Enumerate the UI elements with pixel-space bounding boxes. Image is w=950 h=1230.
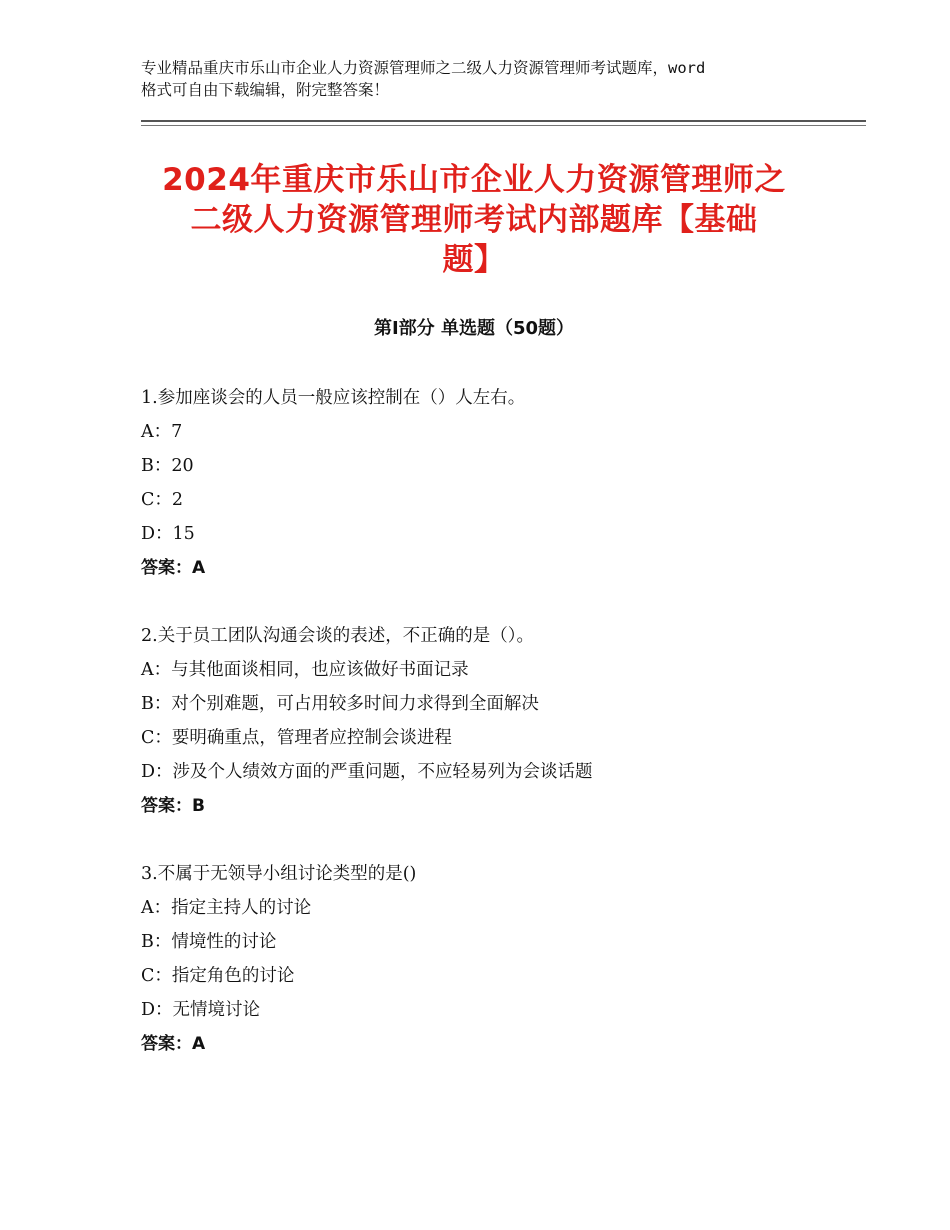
answer: 答案：A	[141, 558, 206, 578]
question-1	[141, 381, 841, 585]
header-divider-thick	[141, 120, 866, 122]
option-c: C：2	[141, 490, 184, 510]
option-b: B：对个别难题，可占用较多时间力求得到全面解决	[141, 694, 539, 714]
document-title-line-3: 题】	[442, 242, 506, 278]
header-divider-thin	[141, 125, 866, 126]
question-2	[141, 619, 841, 823]
option-c: C：要明确重点，管理者应控制会谈进程	[141, 728, 452, 748]
document-title	[141, 160, 807, 280]
question-list	[141, 381, 841, 1095]
answer: 答案：A	[141, 1034, 206, 1054]
document-title-line-2: 二级人力资源管理师考试内部题库【基础	[190, 202, 758, 238]
question-stem: 3.不属于无领导小组讨论类型的是()	[141, 864, 417, 884]
option-b: B：情境性的讨论	[141, 932, 277, 952]
question-stem: 1.参加座谈会的人员一般应该控制在（）人左右。	[141, 388, 526, 408]
answer: 答案：B	[141, 796, 205, 816]
option-a: A：指定主持人的讨论	[141, 898, 312, 918]
question-stem: 2.关于员工团队沟通会谈的表述，不正确的是（）。	[141, 626, 534, 646]
option-b: B：20	[141, 456, 194, 476]
option-a: A：7	[141, 422, 183, 442]
option-a: A：与其他面谈相同，也应该做好书面记录	[141, 660, 469, 680]
question-3	[141, 857, 841, 1061]
document-title-line-1: 2024年重庆市乐山市企业人力资源管理师之	[162, 162, 786, 198]
option-d: D：涉及个人绩效方面的严重问题，不应轻易列为会谈话题	[141, 762, 593, 782]
header-note	[141, 57, 831, 101]
header-note-line-2: 格式可自由下载编辑，附完整答案！	[141, 81, 390, 99]
section-title: 第Ⅰ部分 单选题（50题）	[373, 318, 574, 339]
option-d: D：无情境讨论	[141, 1000, 261, 1020]
option-c: C：指定角色的讨论	[141, 966, 295, 986]
header-note-line-1: 专业精品重庆市乐山市企业人力资源管理师之二级人力资源管理师考试题库，word	[141, 59, 706, 77]
option-d: D：15	[141, 524, 195, 544]
